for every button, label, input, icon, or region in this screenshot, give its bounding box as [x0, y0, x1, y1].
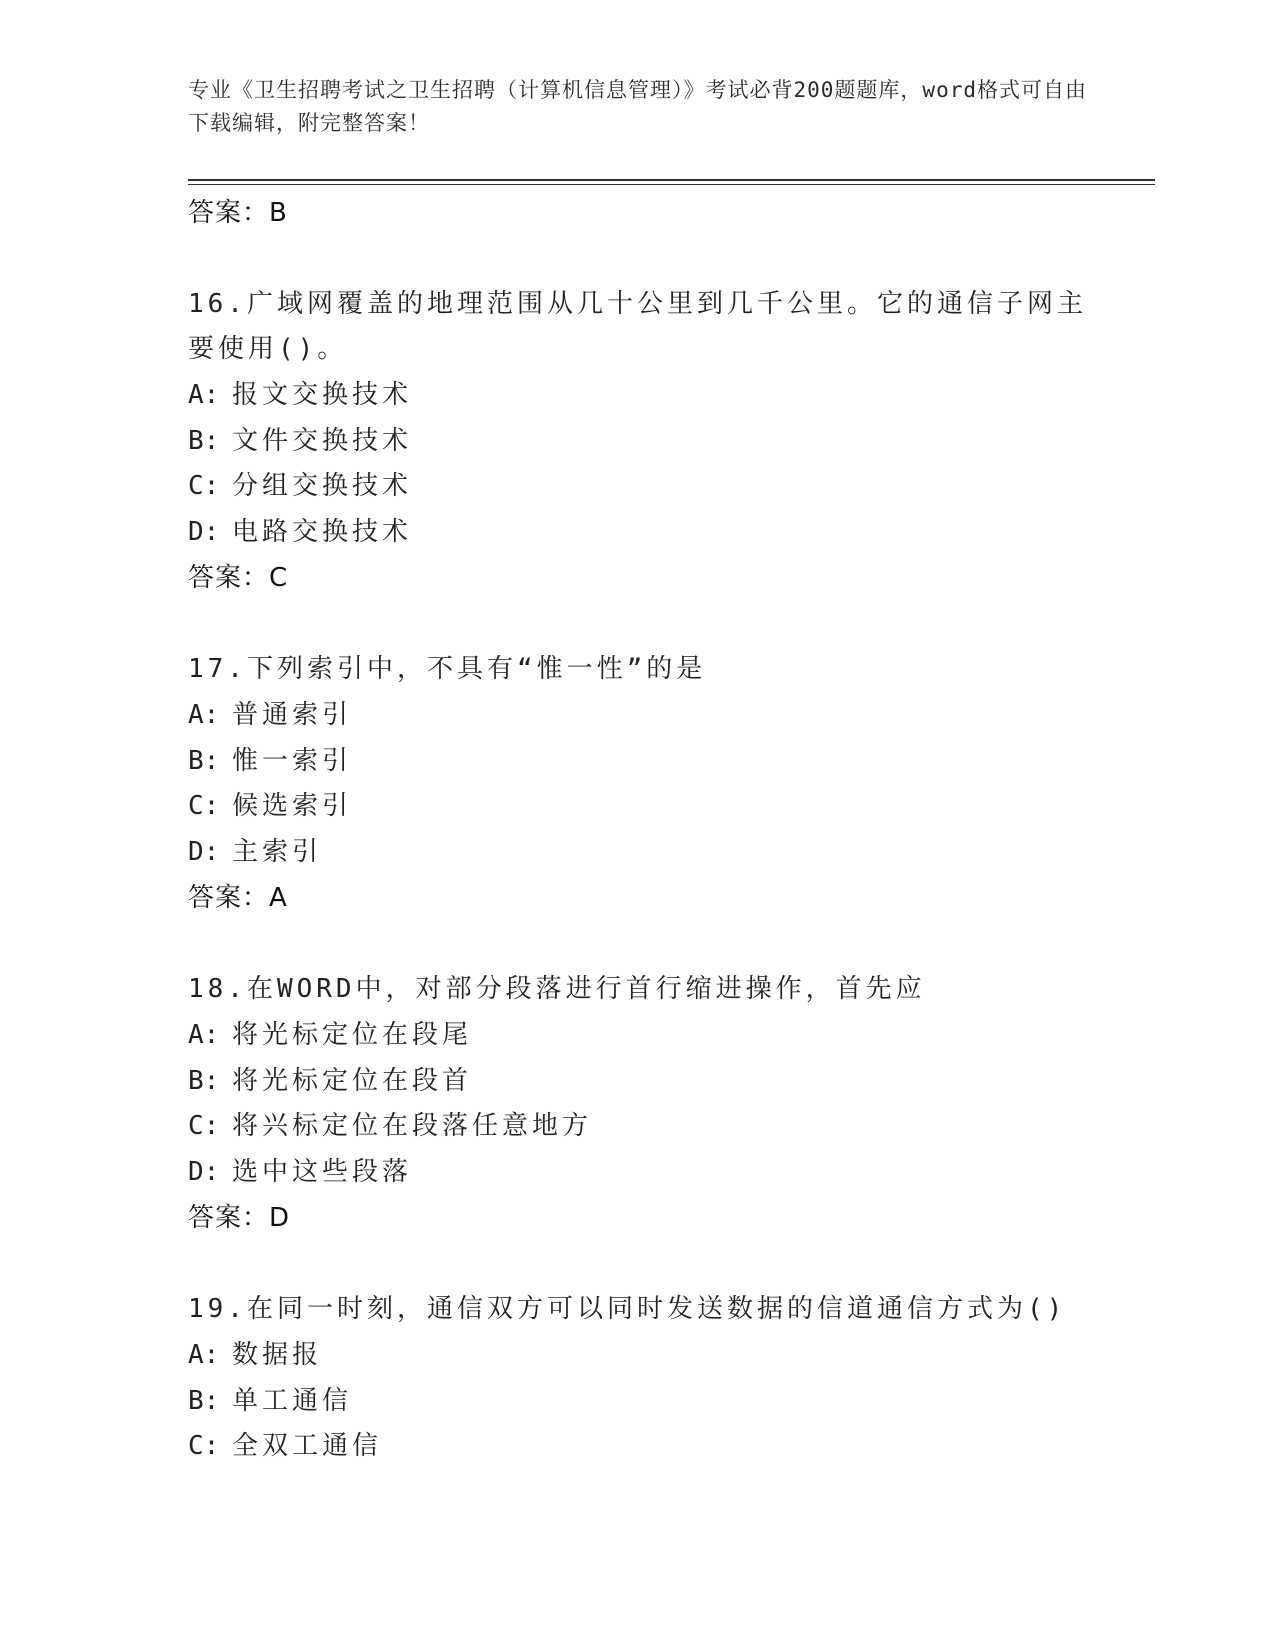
option-text: 电路交换技术	[232, 516, 413, 547]
option-b	[188, 419, 1088, 465]
option-letter: C:	[188, 1111, 220, 1141]
option-letter: B:	[188, 425, 220, 456]
option-d	[188, 510, 1088, 556]
option-a	[188, 1013, 1088, 1059]
option-text: 单工通信	[232, 1385, 353, 1416]
question-text: 17.下列索引中，不具有“惟一性”的是	[188, 654, 707, 684]
option-b	[188, 739, 1088, 785]
header-divider-thin	[188, 184, 1155, 185]
option-text: 普通索引	[232, 700, 353, 730]
option-b	[188, 1379, 1088, 1425]
option-text: 文件交换技术	[232, 425, 413, 456]
option-letter: A:	[188, 1340, 220, 1370]
option-letter: B:	[188, 1065, 220, 1096]
option-text: 将光标定位在段尾	[232, 1020, 473, 1050]
option-letter: D:	[188, 1156, 220, 1187]
option-text: 主索引	[232, 836, 323, 867]
answer-line: 答案：A	[188, 883, 288, 913]
option-text: 惟一索引	[232, 745, 353, 776]
option-a	[188, 693, 1088, 739]
option-text: 报文交换技术	[232, 380, 413, 410]
option-c	[188, 1104, 1088, 1150]
document-header: 专业《卫生招聘考试之卫生招聘（计算机信息管理）》考试必背200题题库，word格式可自由下载编辑，附完整答案！	[188, 78, 1087, 135]
option-letter: A:	[188, 380, 220, 410]
option-c	[188, 464, 1088, 510]
option-a	[188, 1333, 1088, 1379]
option-letter: D:	[188, 836, 220, 867]
option-letter: C:	[188, 471, 220, 501]
question-text: 18.在WORD中，对部分段落进行首行缩进操作，首先应	[188, 974, 926, 1004]
option-c	[188, 784, 1088, 830]
question-19	[188, 1287, 1088, 1470]
header-divider-thick	[188, 179, 1155, 181]
option-letter: A:	[188, 1020, 220, 1050]
option-letter: D:	[188, 516, 220, 547]
option-b	[188, 1059, 1088, 1105]
option-text: 候选索引	[232, 791, 353, 821]
answer-line: 答案：D	[188, 1203, 291, 1233]
option-d	[188, 830, 1088, 876]
option-text: 数据报	[232, 1340, 323, 1370]
option-letter: B:	[188, 1385, 220, 1416]
option-letter: B:	[188, 745, 220, 776]
option-a	[188, 373, 1088, 419]
option-letter: A:	[188, 700, 220, 730]
question-text: 16.广域网覆盖的地理范围从几十公里到几千公里。它的通信子网主要使用()。	[188, 289, 1087, 364]
question-18	[188, 967, 1088, 1241]
option-text: 选中这些段落	[232, 1156, 413, 1187]
question-16	[188, 282, 1088, 601]
option-text: 将光标定位在段首	[232, 1065, 473, 1096]
question-text: 19.在同一时刻，通信双方可以同时发送数据的信道通信方式为()	[188, 1294, 1067, 1324]
option-text: 分组交换技术	[232, 471, 413, 501]
option-c	[188, 1424, 1088, 1470]
question-17	[188, 647, 1088, 921]
answer-line: 答案：C	[188, 563, 289, 593]
option-text: 全双工通信	[232, 1431, 383, 1461]
option-text: 将兴标定位在段落任意地方	[232, 1111, 593, 1141]
option-letter: C:	[188, 1431, 220, 1461]
previous-answer: 答案：B	[188, 198, 288, 228]
question-list	[188, 190, 1088, 1516]
option-d	[188, 1150, 1088, 1196]
option-letter: C:	[188, 791, 220, 821]
